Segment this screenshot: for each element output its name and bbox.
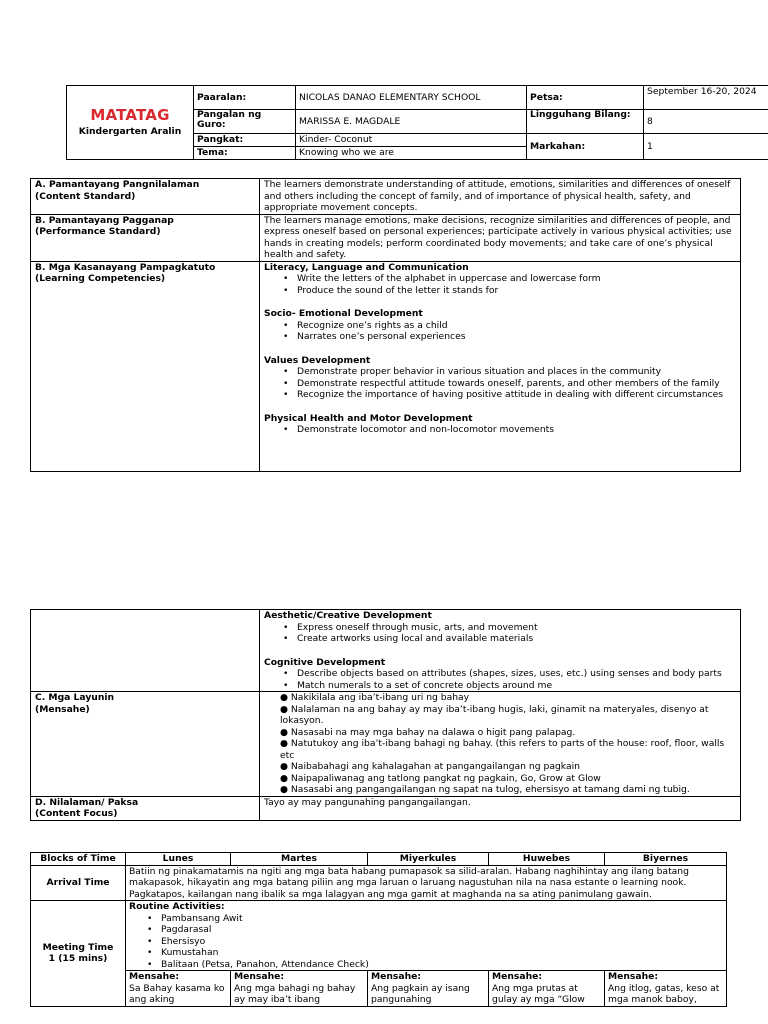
content-standard-text: The learners demonstrate understanding of attitude, emotions, similarities and differences of oneself and others including the concept of family, and of importance of physical health, safety, and appropriate movement concepts. xyxy=(260,179,741,215)
markahan-label: Markahan: xyxy=(527,134,644,160)
header-martes: Martes xyxy=(231,853,368,866)
mensahe-martes xyxy=(231,971,368,1007)
competencies-label: B. Mga Kasanayang Pampagkatuto (Learning Competencies) xyxy=(31,261,260,471)
layunin-item: ● Nakikilala ang iba’t-ibang uri ng bahay xyxy=(280,692,470,703)
layunin-label: C. Mga Layunin (Mensahe) xyxy=(31,692,260,797)
mensahe-label: Mensahe: xyxy=(608,971,659,982)
domain-title: Values Development xyxy=(264,354,371,366)
arrival-time-label: Arrival Time xyxy=(31,865,126,901)
routine-title: Routine Activities: xyxy=(129,901,225,912)
tema-value: Knowing who we are xyxy=(296,147,527,160)
matatag-logo: MATATAG xyxy=(90,106,170,125)
performance-standard-label: B. Pamantayang Pagganap (Performance Standard) xyxy=(31,214,260,261)
empty-label-cell xyxy=(31,610,260,692)
domain-list xyxy=(264,320,736,343)
mensahe-text: Ang mga bahagi ng bahay ay may iba’t ibang xyxy=(234,982,356,1005)
list-item: • Ehersisyo xyxy=(161,936,723,948)
layunin-item: ● Natutukoy ang iba’t-ibang bahagi ng bahay. (this refers to parts of the house: roof, floor, walls etc xyxy=(280,738,725,761)
competencies-cell xyxy=(260,261,741,471)
layunin-item: ● Nasasabi na may mga bahay na dalawa o higit pang palapag. xyxy=(280,726,576,738)
lingguhang-label: Lingguhang Bilang: xyxy=(527,110,644,134)
mensahe-label: Mensahe: xyxy=(492,971,543,982)
domain-title: Literacy, Language and Communication xyxy=(264,261,469,273)
schedule-table xyxy=(30,852,727,1007)
mensahe-text: Ang pagkain ay isang pangunahing xyxy=(371,982,470,1005)
list-item: • Describe objects based on attributes (shapes, sizes, uses, etc.) using senses and body parts xyxy=(297,668,736,680)
header-miyerkules: Miyerkules xyxy=(368,853,489,866)
list-item: • Recognize the importance of having positive attitude in dealing with different circumstances xyxy=(297,389,736,401)
pangkat-label: Pangkat: xyxy=(194,134,296,147)
list-item: • Demonstrate locomotor and non-locomotor movements xyxy=(297,424,736,436)
domain-list xyxy=(264,668,736,691)
performance-standard-text: The learners manage emotions, make decisions, recognize similarities and differences of people, and express oneself based on personal experiences; participate actively in various physical activities; use hands in creating models; perform coordinated body movements; and take care of one’s physical health and safety. xyxy=(260,214,741,261)
paaralan-label: Paaralan: xyxy=(194,86,296,110)
domain-list xyxy=(264,622,736,645)
domain-list xyxy=(264,424,736,436)
petsa-label: Petsa: xyxy=(527,86,644,110)
header-title: Kindergarten Aralin xyxy=(78,126,182,138)
objectives-table xyxy=(30,609,741,821)
lingguhang-value: 8 xyxy=(644,110,768,134)
list-item: • Demonstrate respectful attitude towards oneself, parents, and other members of the family xyxy=(297,378,736,390)
pangkat-value: Kinder- Coconut xyxy=(296,134,527,147)
guro-label: Pangalan ng Guro: xyxy=(194,110,296,134)
nilalaman-text: Tayo ay may pangunahing pangangailangan. xyxy=(260,796,741,820)
list-item: • Produce the sound of the letter it stands for xyxy=(297,285,736,297)
mensahe-miyerkules xyxy=(368,971,489,1007)
mensahe-label: Mensahe: xyxy=(129,971,180,982)
guro-value: MARISSA E. MAGDALE xyxy=(296,110,527,134)
paaralan-value: NICOLAS DANAO ELEMENTARY SCHOOL xyxy=(296,86,527,110)
mensahe-text: Ang itlog, gatas, keso at mga manok baboy, xyxy=(608,982,720,1005)
layunin-cell xyxy=(260,692,741,797)
layunin-item: ● Nasasabi ang pangangailangan ng sapat na tulog, ehersisyo at tamang dami ng tubig. xyxy=(280,784,690,795)
mensahe-biyernes xyxy=(605,971,727,1007)
layunin-item: ● Naipapaliwanag ang tatlong pangkat ng pagkain, Go, Grow at Glow xyxy=(280,772,601,784)
list-item: • Pambansang Awit xyxy=(161,913,723,925)
list-item: • Balitaan (Petsa, Panahon, Attendance Check) xyxy=(161,959,723,971)
routine-list xyxy=(129,913,723,971)
domain-list xyxy=(264,366,736,401)
domain-title: Cognitive Development xyxy=(264,656,386,668)
layunin-item: ● Naibabahagi ang kahalagahan at pangangailangan ng pagkain xyxy=(280,761,580,772)
layunin-item: ● Nalalaman na ang bahay ay may iba’t-ibang hugis, laki, ginamit na materyales, disenyo at lokasyon. xyxy=(280,703,709,726)
header-huwebes: Huwebes xyxy=(489,853,605,866)
header-lunes: Lunes xyxy=(126,853,231,866)
routine-cell xyxy=(126,901,727,971)
list-item: • Match numerals to a set of concrete objects around me xyxy=(297,680,736,692)
list-item: • Recognize one’s rights as a child xyxy=(297,320,736,332)
list-item: • Pagdarasal xyxy=(161,924,723,936)
list-item: • Write the letters of the alphabet in uppercase and lowercase form xyxy=(297,273,736,285)
mensahe-lunes xyxy=(126,971,231,1007)
mensahe-huwebes xyxy=(489,971,605,1007)
meeting-time-label: Meeting Time 1 (15 mins) xyxy=(31,901,126,1007)
mensahe-label: Mensahe: xyxy=(234,971,285,982)
mensahe-text: Ang mga prutas at gulay ay mga “Glow xyxy=(492,982,585,1005)
domain-title: Socio- Emotional Development xyxy=(264,308,423,319)
standards-table xyxy=(30,178,741,472)
competencies-continued-cell xyxy=(260,610,741,692)
tema-label: Tema: xyxy=(194,147,296,160)
domain-list xyxy=(264,273,736,296)
header-biyernes: Biyernes xyxy=(605,853,727,866)
logo-cell xyxy=(67,86,194,160)
content-standard-label: A. Pamantayang Pangnilalaman (Content Standard) xyxy=(31,179,260,215)
header-blocks-of-time: Blocks of Time xyxy=(31,853,126,866)
list-item: • Narrates one’s personal experiences xyxy=(297,331,736,343)
list-item: • Express oneself through music, arts, and movement xyxy=(297,622,736,634)
nilalaman-label: D. Nilalaman/ Paksa (Content Focus) xyxy=(31,796,260,820)
arrival-time-text: Batiin ng pinakamatamis na ngiti ang mga bata habang pumapasok sa silid-aralan. Habang naghihintay ang ilang batang makapasok, hikayatin ang mga batang piliin ang mga laruan o laruang nagustuhan nila na nasa estante o learning nook. Pagkatapos, kailangan nang ibalik sa mga lalagyan ang mga gamit at maghanda na sa ating panimulang gawain. xyxy=(126,865,727,901)
petsa-value: September 16-20, 2024 xyxy=(644,86,768,110)
mensahe-label: Mensahe: xyxy=(371,971,422,982)
markahan-value: 1 xyxy=(644,134,768,160)
list-item: • Create artworks using local and available materials xyxy=(297,633,736,645)
domain-title: Physical Health and Motor Development xyxy=(264,412,473,424)
domain-title: Aesthetic/Creative Development xyxy=(264,610,432,621)
list-item: • Kumustahan xyxy=(161,947,723,959)
lesson-header-table xyxy=(66,85,768,160)
mensahe-text: Sa Bahay kasama ko ang aking xyxy=(129,982,225,1005)
list-item: • Demonstrate proper behavior in various situation and places in the community xyxy=(297,366,736,378)
